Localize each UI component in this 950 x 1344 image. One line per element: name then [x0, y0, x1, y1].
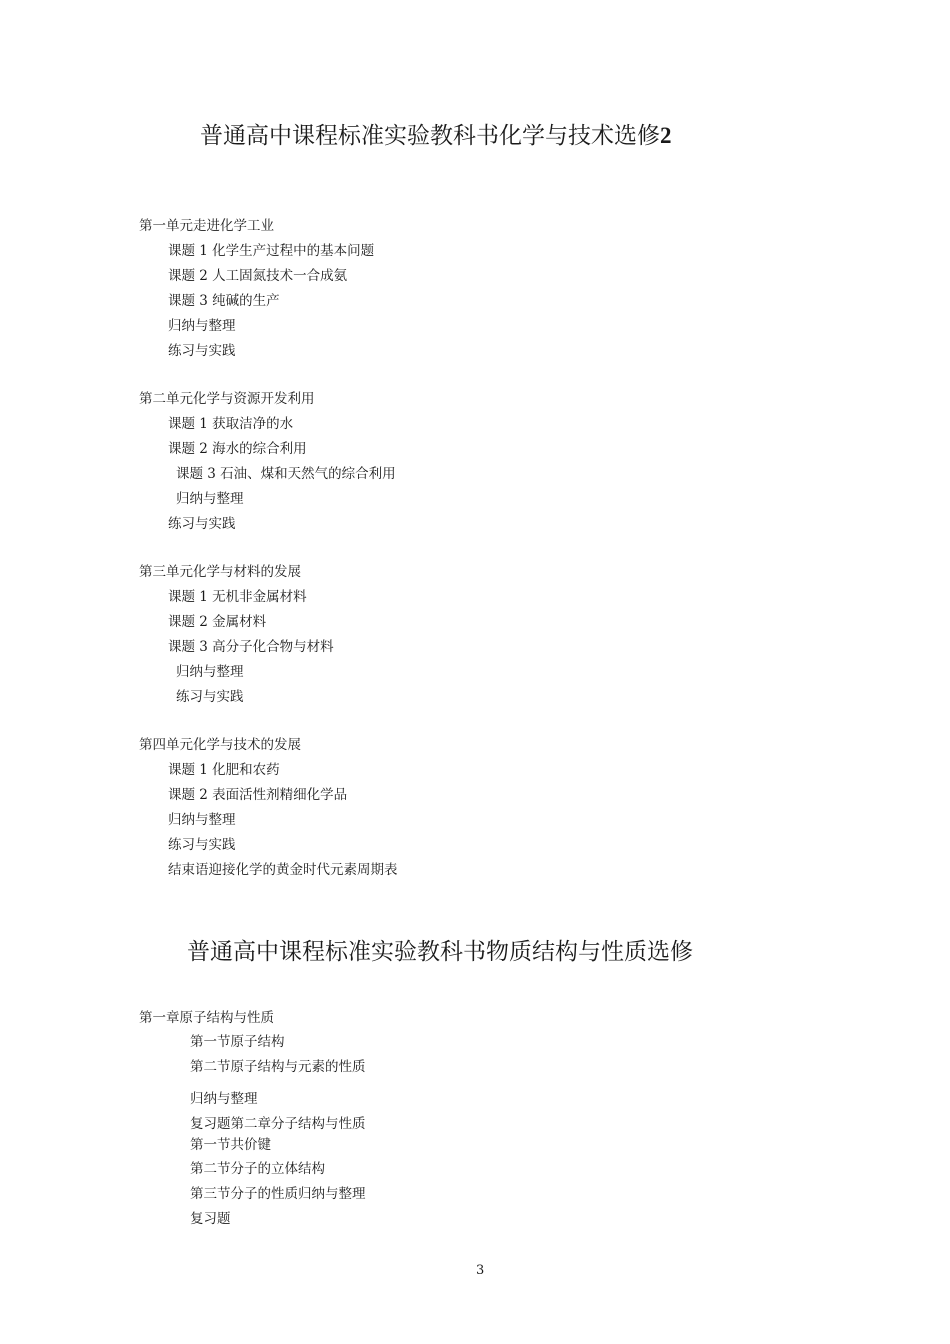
unit-4-heading: 第四单元化学与技术的发展	[139, 737, 301, 753]
toc-item: 归纳与整理	[176, 664, 244, 680]
toc-item: 课题 3 高分子化合物与材料	[168, 639, 334, 655]
toc-item: 练习与实践	[168, 837, 236, 853]
toc-item: 课题 3 纯碱的生产	[168, 293, 280, 309]
toc-item: 课题 2 海水的综合利用	[168, 441, 307, 457]
toc-item: 练习与实践	[176, 689, 244, 705]
page-number: 3	[476, 1263, 485, 1278]
toc-item: 第二节原子结构与元素的性质	[190, 1059, 366, 1075]
toc-item: 课题 2 人工固氮技术一合成氨	[168, 268, 348, 284]
toc-item: 归纳与整理	[176, 491, 244, 507]
toc-item: 课题 3 石油、煤和天然气的综合利用	[176, 466, 396, 482]
toc-item: 归纳与整理	[168, 812, 236, 828]
unit-1-heading: 第一单元走进化学工业	[139, 218, 274, 234]
toc-item: 归纳与整理	[190, 1091, 258, 1107]
section-1-title-text: 普通高中课程标准实验教科书化学与技术选修	[200, 123, 660, 149]
toc-item: 第一节共价键	[190, 1137, 271, 1153]
unit-3-heading: 第三单元化学与材料的发展	[139, 564, 301, 580]
toc-item: 第二节分子的立体结构	[190, 1161, 325, 1177]
chapter-1-heading: 第一章原子结构与性质	[139, 1010, 274, 1026]
toc-item: 练习与实践	[168, 343, 236, 359]
section-1-title	[200, 117, 672, 150]
toc-item: 第一节原子结构	[190, 1034, 285, 1050]
toc-item: 练习与实践	[168, 516, 236, 532]
toc-item: 课题 1 无机非金属材料	[168, 589, 307, 605]
section-2-title: 普通高中课程标准实验教科书物质结构与性质选修	[187, 939, 693, 965]
toc-item: 结束语迎接化学的黄金时代元素周期表	[168, 862, 398, 878]
toc-item: 复习题第二章分子结构与性质	[190, 1116, 366, 1132]
toc-item: 课题 1 化学生产过程中的基本问题	[168, 243, 375, 259]
toc-item: 课题 1 获取洁净的水	[168, 416, 294, 432]
toc-item: 课题 1 化肥和农药	[168, 762, 280, 778]
toc-item: 课题 2 金属材料	[168, 614, 267, 630]
toc-item: 归纳与整理	[168, 318, 236, 334]
toc-item: 第三节分子的性质归纳与整理	[190, 1186, 366, 1202]
toc-item: 复习题	[190, 1211, 231, 1227]
section-1-title-number: 2	[660, 123, 672, 148]
unit-2-heading: 第二单元化学与资源开发利用	[139, 391, 315, 407]
toc-item: 课题 2 表面活性剂精细化学品	[168, 787, 348, 803]
